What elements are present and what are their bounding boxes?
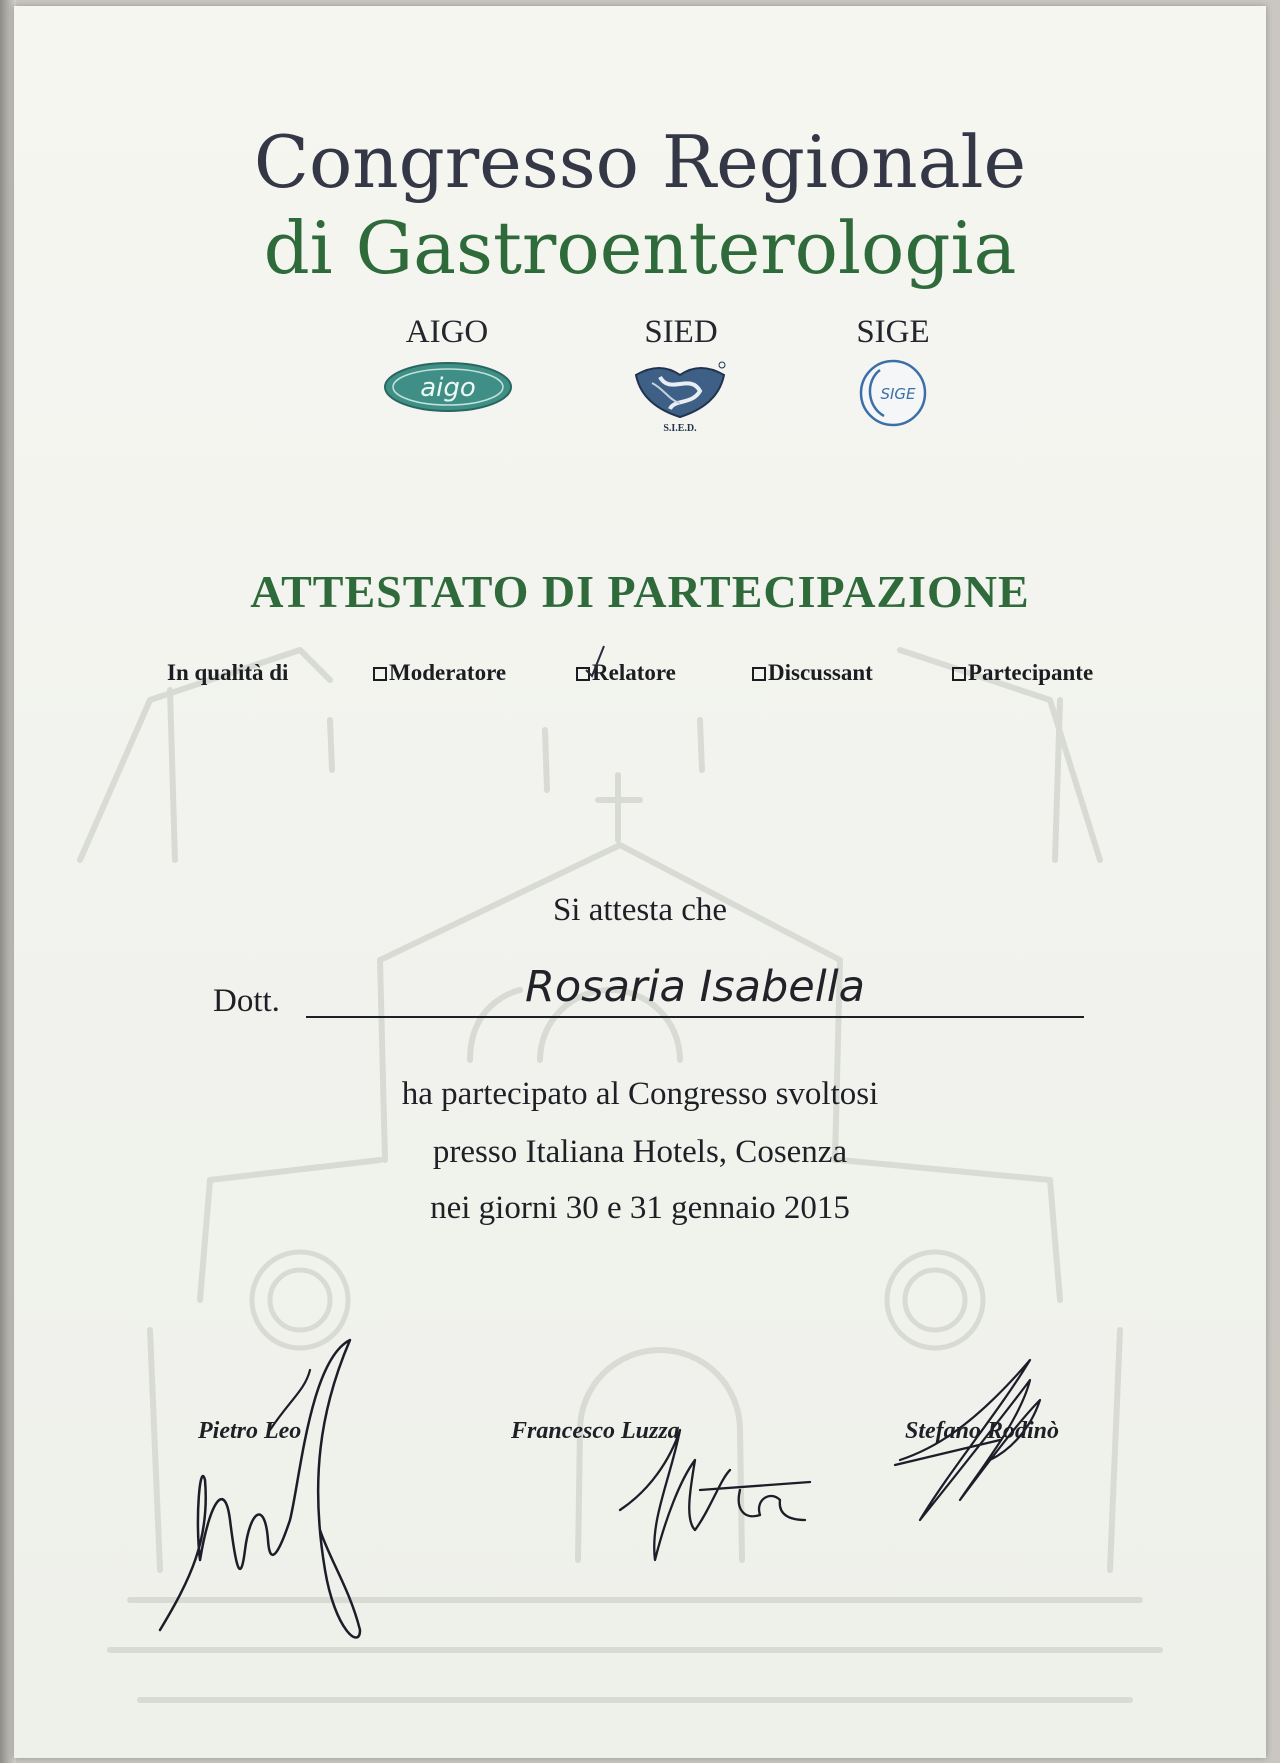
role-relatore-label: Relatore (592, 660, 676, 685)
participation-text-line2: presso Italiana Hotels, Cosenza (432, 1134, 848, 1170)
participation-text-line1: ha partecipato al Congresso svoltosi (401, 1076, 879, 1112)
society-sige-label: SIGE (856, 314, 930, 350)
society-aigo-label: AIGO (405, 314, 489, 350)
role-moderatore[interactable] (373, 660, 506, 686)
role-partecipante[interactable] (952, 660, 1093, 686)
role-discussant[interactable] (752, 660, 873, 686)
signature-2 (610, 1420, 820, 1570)
society-sied-label: SIED (644, 314, 718, 350)
congress-title-line2: di Gastroenterologia (263, 206, 1017, 290)
title-prefix: Dott. (213, 983, 280, 1019)
participation-text-line3: nei giorni 30 e 31 gennaio 2015 (430, 1190, 850, 1226)
signatory-2-name: Francesco Luzza (511, 1418, 680, 1444)
signature-3 (880, 1340, 1050, 1530)
certificate-heading: ATTESTATO DI PARTECIPAZIONE (250, 566, 1030, 617)
checkbox-moderatore[interactable] (373, 667, 387, 681)
sige-logo (856, 356, 930, 430)
recipient-name: Rosaria Isabella (524, 962, 865, 1012)
signature-1 (150, 1330, 380, 1650)
signatory-3-name: Stefano Rodinò (905, 1418, 1060, 1444)
sied-logo-text: S.I.E.D. (663, 423, 697, 433)
role-prefix: In qualità di (167, 660, 289, 685)
svg-text:SIGE: SIGE (880, 385, 916, 403)
role-discussant-label: Discussant (768, 660, 873, 685)
role-moderatore-label: Moderatore (389, 660, 507, 685)
name-underline (306, 1016, 1084, 1018)
svg-text:aigo: aigo (420, 373, 476, 403)
relatore-check-mark (582, 640, 612, 680)
congress-title-line1: Congresso Regionale (253, 120, 1027, 204)
signatory-1-name: Pietro Leo (198, 1418, 302, 1444)
role-partecipante-label: Partecipante (968, 660, 1094, 685)
checkbox-partecipante[interactable] (952, 667, 966, 681)
attest-text: Si attesta che (552, 892, 728, 928)
sied-logo (630, 355, 730, 433)
aigo-logo (382, 360, 514, 414)
checkbox-discussant[interactable] (752, 667, 766, 681)
